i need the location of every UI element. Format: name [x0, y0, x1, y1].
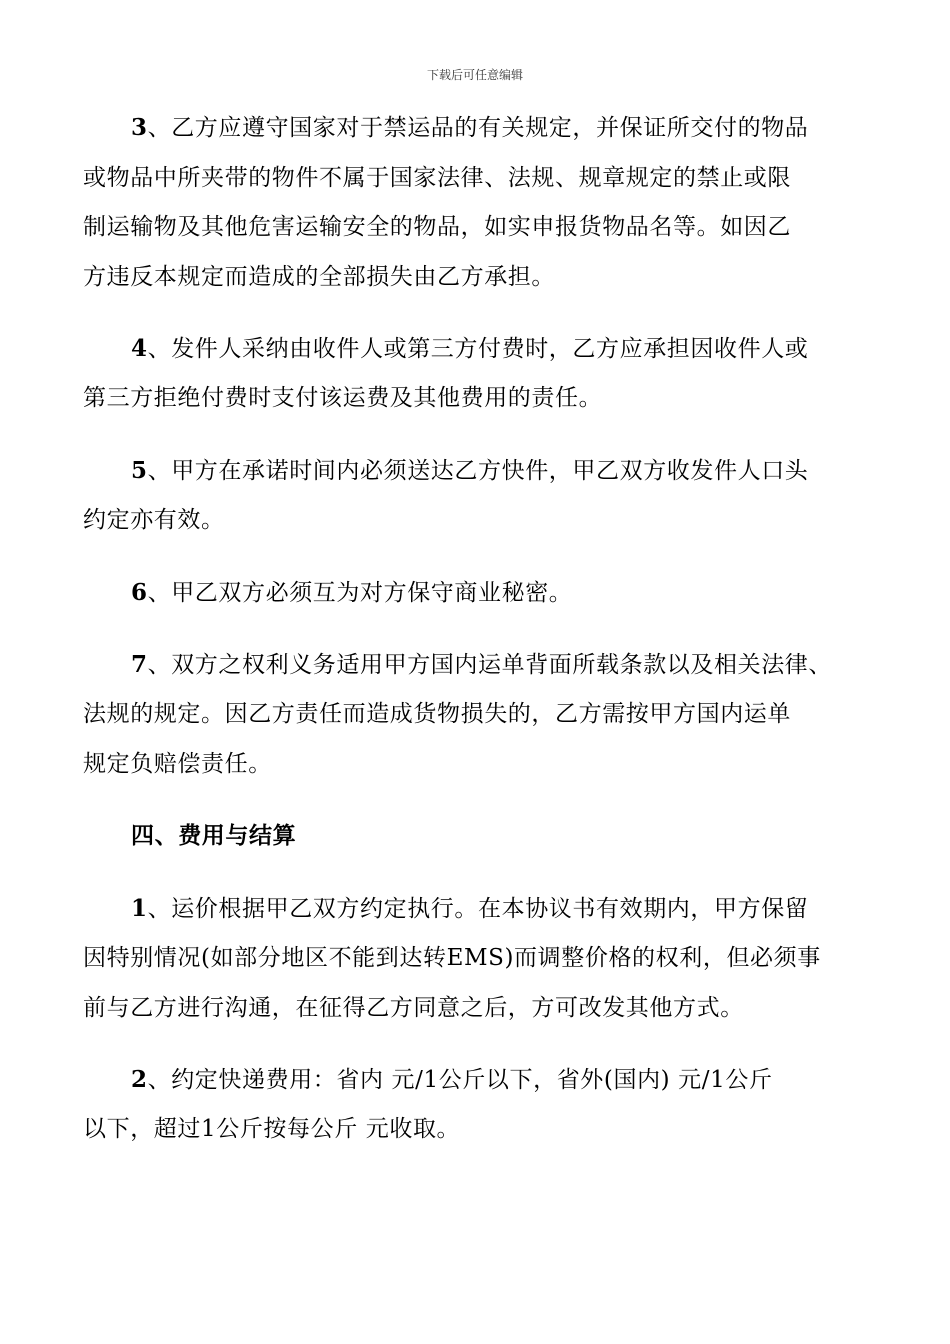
section-paragraph-2-line-1: [131, 1065, 773, 1095]
page-header: 下载后可任意编辑: [426, 68, 523, 82]
paragraph-text: 、甲乙双方必须互为对方保守商业秘密。: [147, 580, 573, 606]
paragraph-3-line-3: 制运输物及其他危害运输安全的物品，如实申报货物品名等。如因乙: [83, 214, 791, 240]
section-paragraph-1-line-1: [131, 894, 808, 924]
paragraph-number: 5: [131, 457, 148, 484]
paragraph-number: 1: [131, 895, 148, 922]
paragraph-text: 、运价根据甲乙双方约定执行。在本协议书有效期内，甲方保留: [147, 896, 809, 922]
paragraph-text: 、甲方在承诺时间内必须送达乙方快件，甲乙双方收发件人口头: [147, 458, 809, 484]
paragraph-3-line-1: [131, 113, 808, 143]
paragraph-text: 、双方之权利义务适用甲方国内运单背面所载条款以及相关法律、: [147, 652, 833, 678]
paragraph-number: 6: [131, 579, 148, 606]
paragraph-3-line-4: 方违反本规定而造成的全部损失由乙方承担。: [83, 264, 555, 290]
paragraph-7-line-1: [131, 650, 832, 680]
section-paragraph-1-line-2: 因特别情况(如部分地区不能到达转EMS)而调整价格的权利，但必须事: [83, 945, 821, 971]
paragraph-5-line-2: 约定亦有效。: [83, 507, 225, 533]
paragraph-text: 、约定快递费用：省内 元/1公斤以下，省外(国内) 元/1公斤: [147, 1067, 773, 1093]
section-paragraph-1-line-3: 前与乙方进行沟通，在征得乙方同意之后，方可改发其他方式。: [83, 995, 744, 1021]
section-heading: 四、费用与结算: [131, 822, 297, 849]
paragraph-text: 、发件人采纳由收件人或第三方付费时，乙方应承担因收件人或: [147, 336, 809, 362]
paragraph-number: 2: [131, 1066, 148, 1093]
paragraph-4-line-2: 第三方拒绝付费时支付该运费及其他费用的责任。: [83, 385, 603, 411]
paragraph-3-line-2: 或物品中所夹带的物件不属于国家法律、法规、规章规定的禁止或限: [83, 165, 791, 191]
paragraph-text: 、乙方应遵守国家对于禁运品的有关规定，并保证所交付的物品: [147, 115, 809, 141]
paragraph-6-line-1: [131, 578, 572, 608]
paragraph-number: 4: [131, 335, 148, 362]
paragraph-7-line-3: 规定负赔偿责任。: [83, 751, 272, 777]
paragraph-number: 7: [131, 651, 148, 678]
paragraph-number: 3: [131, 114, 148, 141]
paragraph-4-line-1: [131, 334, 808, 364]
paragraph-5-line-1: [131, 456, 808, 486]
section-paragraph-2-line-2: 以下，超过1公斤按每公斤 元收取。: [83, 1116, 461, 1142]
paragraph-7-line-2: 法规的规定。因乙方责任而造成货物损失的，乙方需按甲方国内运单: [83, 701, 791, 727]
